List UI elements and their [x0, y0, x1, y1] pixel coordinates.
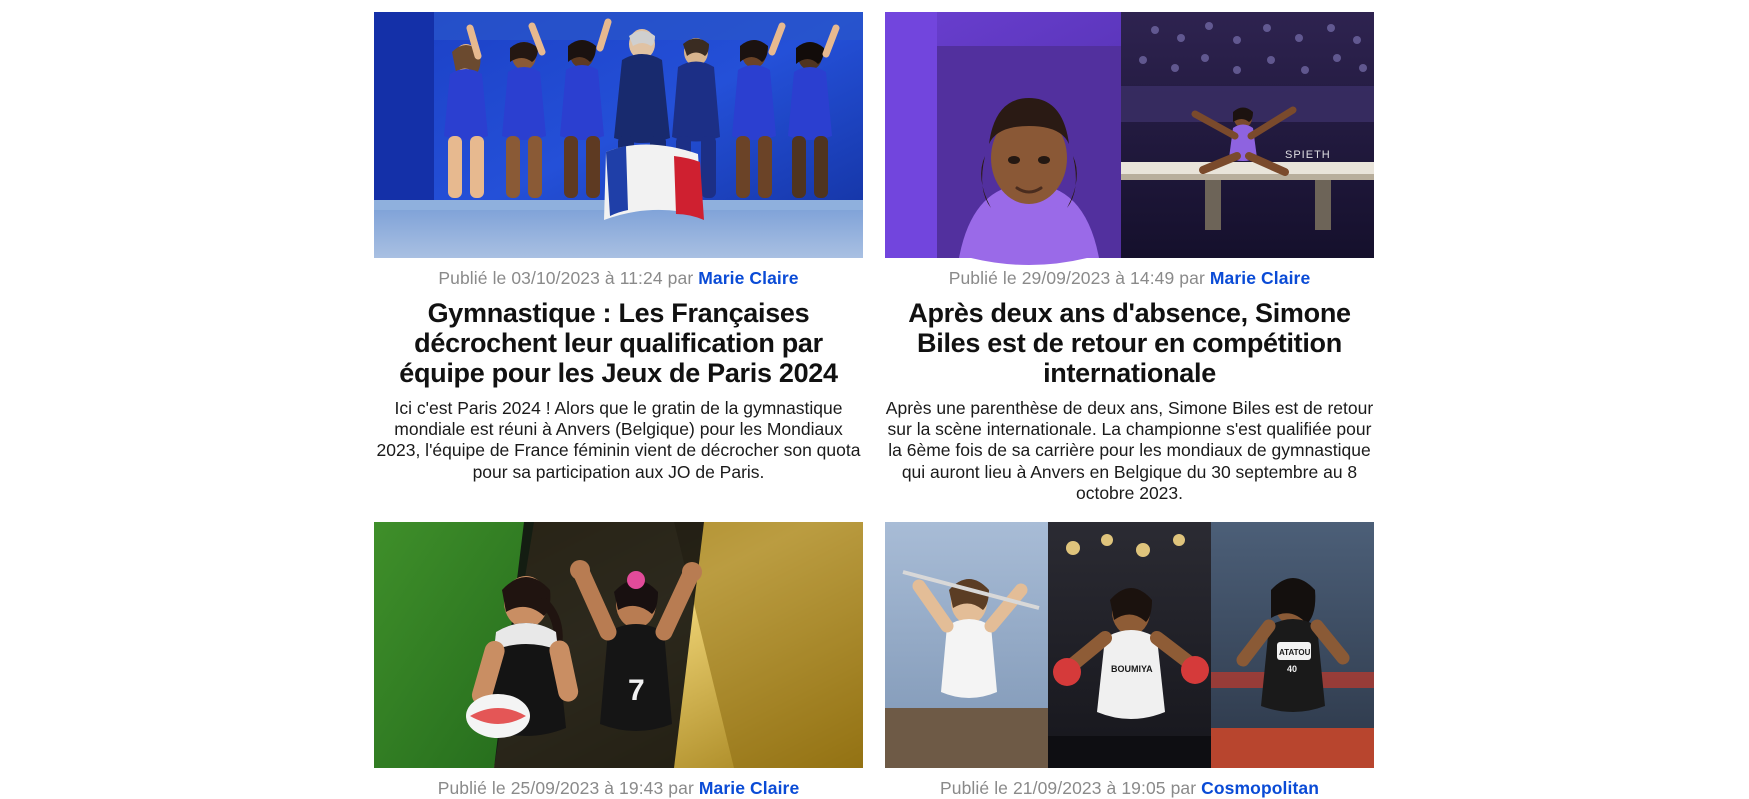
article-card[interactable] — [885, 522, 1374, 799]
article-card[interactable] — [374, 12, 863, 504]
svg-text:SPIETH: SPIETH — [1285, 149, 1331, 161]
article-meta — [885, 778, 1374, 799]
article-meta — [885, 268, 1374, 289]
article-meta — [374, 268, 863, 289]
article-title[interactable]: Après deux ans d'absence, Simone Biles est de retour en compétition internationale — [908, 298, 1351, 389]
svg-text:BOUMIYA: BOUMIYA — [1111, 664, 1153, 675]
article-thumbnail-rugby-feminin[interactable] — [374, 522, 863, 768]
article-meta — [374, 778, 863, 799]
svg-text:40: 40 — [1287, 664, 1298, 675]
svg-text:7: 7 — [628, 674, 645, 708]
publish-info: Publié le 03/10/2023 à 11:24 par — [438, 268, 694, 288]
article-thumbnail-athletisme-feminin[interactable] — [885, 522, 1374, 768]
article-excerpt: Après une parenthèse de deux ans, Simone Biles est de retour sur la scène internationale. La championne s'est qualifiée pour la 6ème fois de sa carrière pour les mondiaux de gymnastique qui auront lieu à Anvers en Belgique du 30 septembre au 8 octobre 2023. — [885, 397, 1374, 504]
publish-info: Publié le 25/09/2023 à 19:43 par — [437, 778, 694, 799]
article-card[interactable] — [885, 12, 1374, 504]
article-thumbnail-simone-biles-retour[interactable] — [885, 12, 1374, 258]
article-author-link[interactable]: Marie Claire — [698, 778, 800, 799]
article-author-link[interactable]: Marie Claire — [1209, 268, 1311, 288]
article-title[interactable]: Gymnastique : Les Françaises décrochent leur qualification par équipe pour les Jeux de Paris 2024 — [399, 298, 838, 389]
article-grid — [374, 12, 1374, 799]
publish-info: Publié le 21/09/2023 à 19:05 par — [939, 778, 1197, 799]
article-author-link[interactable]: Cosmopolitan — [1201, 778, 1320, 799]
svg-text:ATATOU: ATATOU — [1279, 648, 1311, 658]
article-author-link[interactable]: Marie Claire — [698, 268, 799, 288]
article-card[interactable] — [374, 522, 863, 799]
publish-info: Publié le 29/09/2023 à 14:49 par — [948, 268, 1205, 288]
article-excerpt: Ici c'est Paris 2024 ! Alors que le gratin de la gymnastique mondiale est réuni à Anvers (Belgique) pour les Mondiaux 2023, l'équipe de France féminin vient de décrocher son quota pour sa participation aux JO de Paris. — [376, 397, 861, 482]
article-thumbnail-gymnastique-francaises[interactable] — [374, 12, 863, 258]
